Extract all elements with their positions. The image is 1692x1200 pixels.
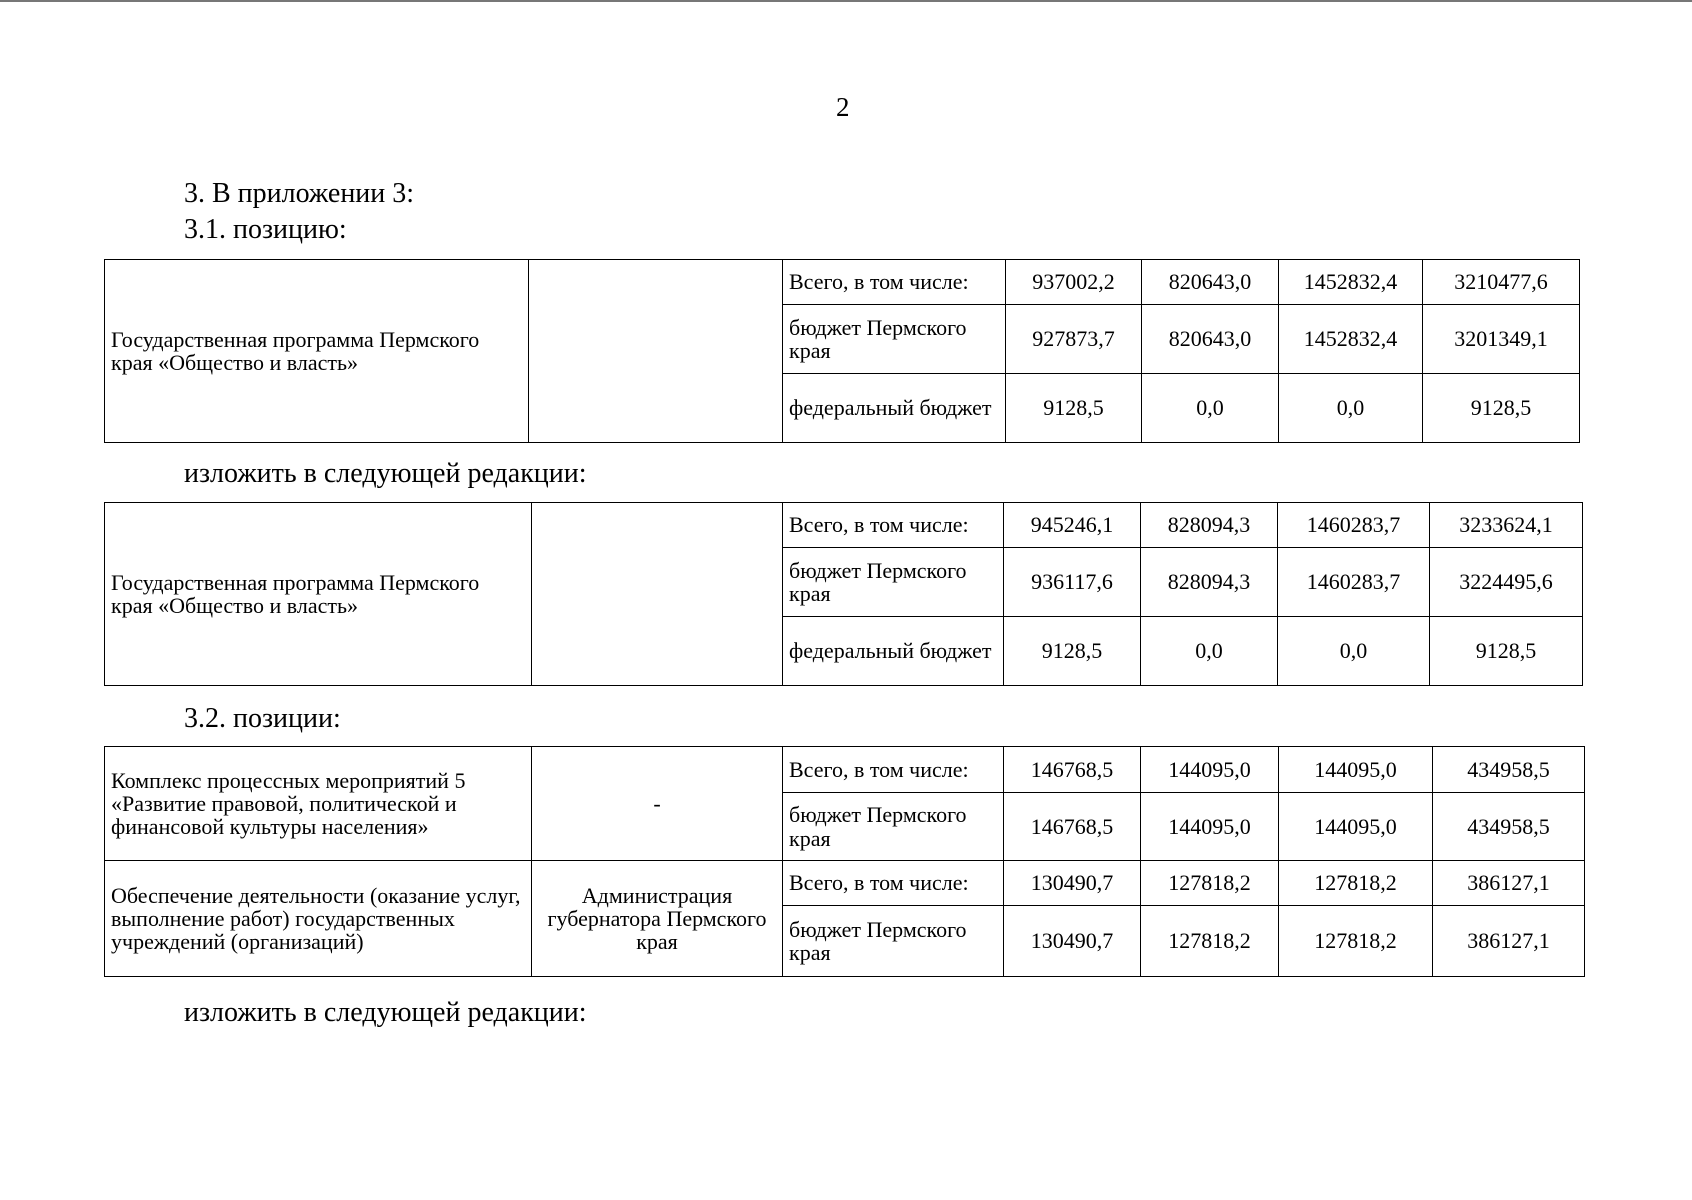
value-total: 9128,5 [1423,374,1580,443]
value-year-1: 146768,5 [1004,747,1141,793]
executor-cell [529,260,783,443]
funding-source: федеральный бюджет [783,374,1006,443]
value-total: 3233624,1 [1430,503,1583,548]
value-year-3: 1460283,7 [1278,548,1430,617]
value-year-2: 144095,0 [1141,793,1279,861]
subsection-3-2-heading: 3.2. позиции: [184,703,341,734]
value-year-3: 0,0 [1278,617,1430,686]
value-year-2: 0,0 [1141,617,1278,686]
value-year-1: 146768,5 [1004,793,1141,861]
table-row [105,260,1580,305]
value-year-3: 1460283,7 [1278,503,1430,548]
value-year-1: 9128,5 [1006,374,1142,443]
value-year-3: 1452832,4 [1279,260,1423,305]
value-year-2: 127818,2 [1141,906,1279,977]
page-number: 2 [836,92,850,122]
subsection-3-1-heading: 3.1. позицию: [184,214,347,245]
program-name: Государственная программа Пермского края «Общество и власть» [105,260,529,443]
funding-source: бюджет Пермского края [783,906,1004,977]
value-year-1: 936117,6 [1004,548,1141,617]
value-year-2: 820643,0 [1142,305,1279,374]
value-total: 434958,5 [1433,793,1585,861]
value-year-2: 0,0 [1142,374,1279,443]
value-year-3: 0,0 [1279,374,1423,443]
executor-cell [532,503,783,686]
table-row [105,861,1585,906]
value-year-3: 127818,2 [1279,906,1433,977]
funding-source: Всего, в том числе: [783,747,1004,793]
program-name: Государственная программа Пермского края «Общество и власть» [105,503,532,686]
value-year-3: 127818,2 [1279,861,1433,906]
program-name: Обеспечение деятельности (оказание услуг, выполнение работ) государственных учреждений (организаций) [105,861,532,977]
value-year-3: 144095,0 [1279,793,1433,861]
table-3-2-current [104,746,1585,977]
value-year-2: 127818,2 [1141,861,1279,906]
table-row [105,747,1585,793]
value-year-2: 820643,0 [1142,260,1279,305]
funding-source: бюджет Пермского края [783,548,1004,617]
value-year-2: 828094,3 [1141,548,1278,617]
value-total: 3224495,6 [1430,548,1583,617]
funding-source: Всего, в том числе: [783,260,1006,305]
funding-source: Всего, в том числе: [783,503,1004,548]
funding-source: бюджет Пермского края [783,305,1006,374]
value-year-1: 945246,1 [1004,503,1141,548]
scan-top-edge [0,0,1692,2]
value-total: 386127,1 [1433,861,1585,906]
executor-cell: Администрация губернатора Пермского края [532,861,783,977]
value-year-1: 130490,7 [1004,861,1141,906]
funding-source: Всего, в том числе: [783,861,1004,906]
section-3-heading: 3. В приложении 3: [184,178,415,209]
value-year-2: 144095,0 [1141,747,1279,793]
table-row [105,503,1583,548]
value-total: 3210477,6 [1423,260,1580,305]
table-3-1-current [104,259,1580,443]
replace-label-2: изложить в следующей редакции: [184,997,587,1028]
table-3-1-new [104,502,1583,686]
value-year-1: 937002,2 [1006,260,1142,305]
value-year-3: 144095,0 [1279,747,1433,793]
value-total: 3201349,1 [1423,305,1580,374]
value-total: 9128,5 [1430,617,1583,686]
value-year-2: 828094,3 [1141,503,1278,548]
value-year-1: 9128,5 [1004,617,1141,686]
funding-source: бюджет Пермского края [783,793,1004,861]
value-year-3: 1452832,4 [1279,305,1423,374]
value-total: 434958,5 [1433,747,1585,793]
program-name: Комплекс процессных мероприятий 5 «Развитие правовой, политической и финансовой культуры населения» [105,747,532,861]
replace-label-1: изложить в следующей редакции: [184,458,587,489]
value-total: 386127,1 [1433,906,1585,977]
executor-cell: - [532,747,783,861]
value-year-1: 927873,7 [1006,305,1142,374]
funding-source: федеральный бюджет [783,617,1004,686]
value-year-1: 130490,7 [1004,906,1141,977]
